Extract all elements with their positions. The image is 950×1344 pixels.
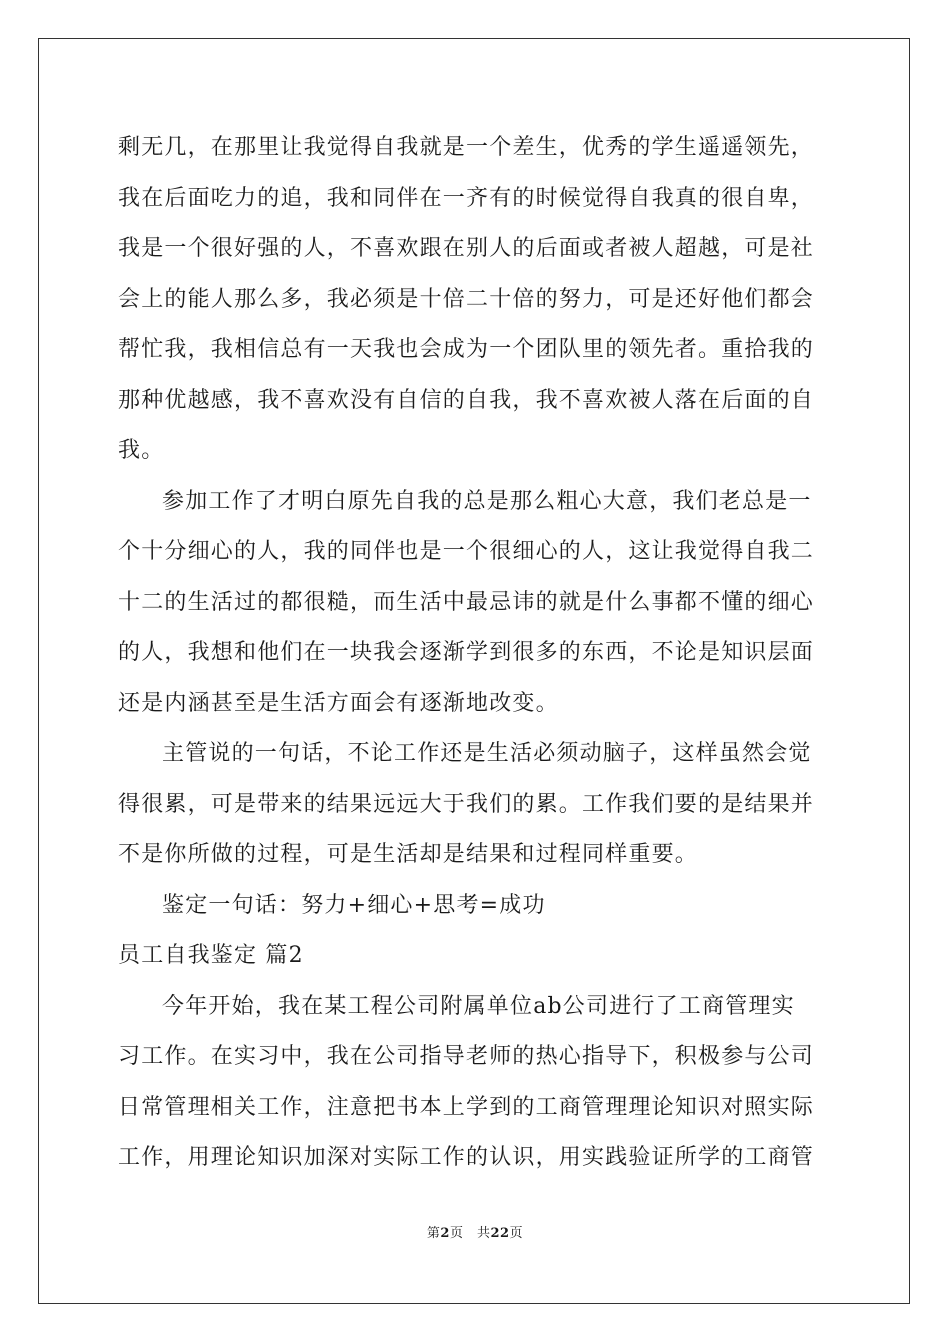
text-line: 帮忙我，我相信总有一天我也会成为一个团队里的领先者。重拾我的: [118, 337, 815, 362]
text-line: 那种优越感，我不喜欢没有自信的自我，我不喜欢被人落在后面的自: [118, 387, 815, 413]
paragraph-start-line: 鉴定一句话：努力+细心+思考=成功: [162, 892, 546, 918]
text-line: 不是你所做的过程，可是生活却是结果和过程同样重要。: [118, 842, 699, 867]
text-line: 我。: [118, 438, 165, 463]
text-line: 工作，用理论知识加深对实际工作的认识，用实践验证所学的工商管: [118, 1145, 815, 1170]
paragraph-start-line: 今年开始，我在某工程公司附属单位ab公司进行了工商管理实: [162, 993, 795, 1019]
footer-prefix: 第: [426, 1226, 441, 1241]
document-body: [118, 123, 832, 1184]
text-line: 习工作。在实习中，我在公司指导老师的热心指导下，积极参与公司: [118, 1044, 815, 1069]
footer-suffix: 页: [509, 1226, 524, 1241]
text-line: 还是内涵甚至是生活方面会有逐渐地改变。: [118, 690, 559, 716]
text-line: 十二的生活过的都很糙，而生活中最忌讳的就是什么事都不懂的细心: [118, 589, 815, 615]
text-line: 我是一个很好强的人，不喜欢跟在别人的后面或者被人超越，可是社: [118, 236, 815, 261]
text-line: 的人，我想和他们在一块我会逐渐学到很多的东西，不论是知识层面: [118, 640, 815, 665]
section-heading: 员工自我鉴定 篇2: [118, 943, 304, 968]
paragraph-start-line: 主管说的一句话，不论工作还是生活必须动脑子，这样虽然会觉: [162, 741, 812, 766]
text-line: 得很累，可是带来的结果远远大于我们的累。工作我们要的是结果并: [118, 791, 815, 817]
text-line: 我在后面吃力的追，我和同伴在一齐有的时候觉得自我真的很自卑，: [118, 185, 815, 211]
text-line: 个十分细心的人，我的同伴也是一个很细心的人，这让我觉得自我二: [118, 539, 815, 564]
text-line: 会上的能人那么多，我必须是十倍二十倍的努力，可是还好他们都会: [118, 286, 815, 312]
text-line: 日常管理相关工作，注意把书本上学到的工商管理理论知识对照实际: [118, 1094, 815, 1120]
current-page-number: 2: [440, 1226, 450, 1241]
footer-middle: 页 共: [449, 1226, 491, 1241]
text-line: 剩无几，在那里让我觉得自我就是一个差生，优秀的学生遥遥领先，: [118, 135, 815, 160]
page-footer: [0, 1222, 950, 1241]
total-pages-number: 22: [490, 1226, 510, 1241]
paragraph-start-line: 参加工作了才明白原先自我的总是那么粗心大意，我们老总是一: [162, 488, 812, 514]
